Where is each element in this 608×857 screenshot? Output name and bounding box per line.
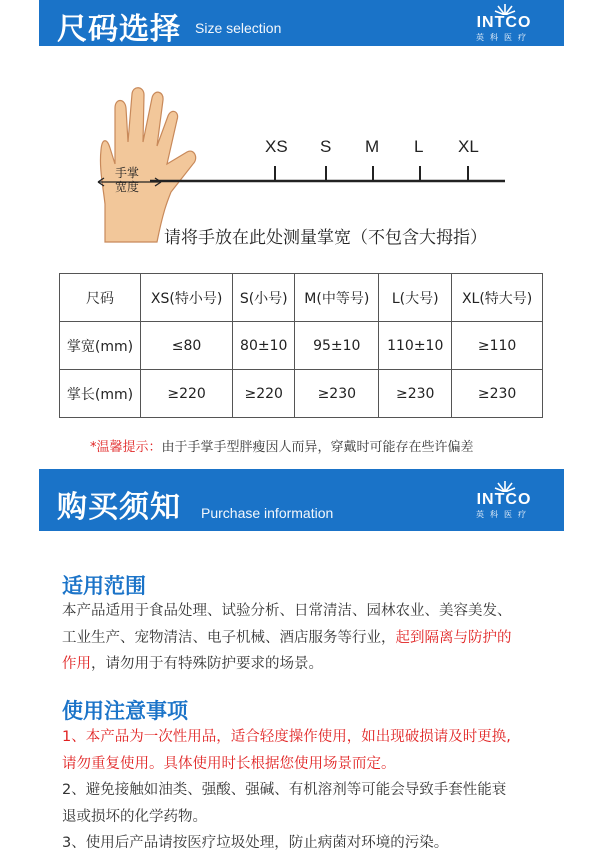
hand-illustration [97, 86, 197, 244]
table-row [60, 322, 543, 370]
table-header-row [60, 274, 543, 322]
table-cell: ≥230 [452, 370, 543, 418]
usage-notes-text [62, 724, 552, 857]
table-cell: ≥230 [295, 370, 379, 418]
logo-subtitle: 英科医疗 [476, 33, 532, 42]
table-header-cell: XS(特小号) [141, 274, 233, 322]
logo-name: INTCO [476, 491, 532, 508]
table-cell: 掌长(mm) [60, 370, 141, 418]
table-cell: ≤80 [141, 322, 233, 370]
table-header-cell: XL(特大号) [452, 274, 543, 322]
note-item-3: 3、使用后产品请按医疗垃圾处理，防止病菌对环境的污染。 [62, 835, 449, 851]
size-selection-banner [39, 0, 564, 46]
size-selection-title: 尺码选择 [57, 12, 181, 47]
table-header-cell: L(大号) [379, 274, 452, 322]
note-item-2-line-2: 退或损坏的化学药物。 [62, 808, 207, 825]
hand-icon [100, 88, 195, 242]
size-table [59, 273, 543, 418]
note-item-1-line-1: 1、本产品为一次性用品，适合轻度操作使用，如出现破损请及时更换, [62, 729, 511, 745]
purchase-info-banner [39, 469, 564, 531]
table-cell: 110±10 [379, 322, 452, 370]
table-cell: 95±10 [295, 322, 379, 370]
table-cell: 80±10 [233, 322, 295, 370]
note-item-2-line-1: 2、避免接触如油类、强酸、强碱、有机溶剂等可能会导致手套性能衰 [62, 782, 507, 798]
tip-label: *温馨提示： [90, 440, 162, 455]
size-selection-subtitle: Size selection [195, 20, 282, 36]
intco-logo [468, 480, 540, 520]
scale-label-xs: XS [265, 137, 288, 156]
logo-subtitle: 英科医疗 [476, 510, 532, 519]
table-row [60, 370, 543, 418]
logo-name: INTCO [476, 14, 532, 31]
table-cell: ≥230 [379, 370, 452, 418]
scale-label-l: L [414, 137, 424, 156]
scale-label-s: S [320, 137, 332, 156]
tip-text: 由于手掌手型胖瘦因人而异，穿戴时可能存在些许偏差 [161, 440, 474, 455]
measure-instruction: 请将手放在此处测量掌宽（不包含大拇指） [164, 228, 487, 248]
purchase-info-title: 购买须知 [57, 490, 181, 525]
table-cell: ≥110 [452, 322, 543, 370]
usage-notes-heading: 使用注意事项 [62, 699, 188, 723]
note-item-1-line-2: 请勿重复使用。具体使用时长根据您使用场景而定。 [62, 755, 396, 772]
table-cell: ≥220 [233, 370, 295, 418]
size-tip [90, 436, 474, 455]
scale-label-xl: XL [458, 137, 479, 156]
scope-text: 本产品适用于食品处理、试验分析、日常清洁、园林农业、美容美发、 工业生产、宠物清洁、电子机械、酒店服务等行业，起到隔离与防护的 作用，请勿用于有特殊防护要求的场景。 [62, 603, 512, 672]
palm-width-label: 手掌 宽度 [114, 166, 139, 194]
table-header-cell: 尺码 [60, 274, 141, 322]
scale-label-m: M [365, 137, 380, 156]
scope-heading: 适用范围 [62, 574, 146, 598]
purchase-info-subtitle: Purchase information [201, 505, 334, 521]
size-scale [150, 166, 510, 188]
intco-logo [468, 3, 540, 43]
table-header-cell: M(中等号) [295, 274, 379, 322]
table-cell: ≥220 [141, 370, 233, 418]
table-header-cell: S(小号) [233, 274, 295, 322]
table-cell: 掌宽(mm) [60, 322, 141, 370]
